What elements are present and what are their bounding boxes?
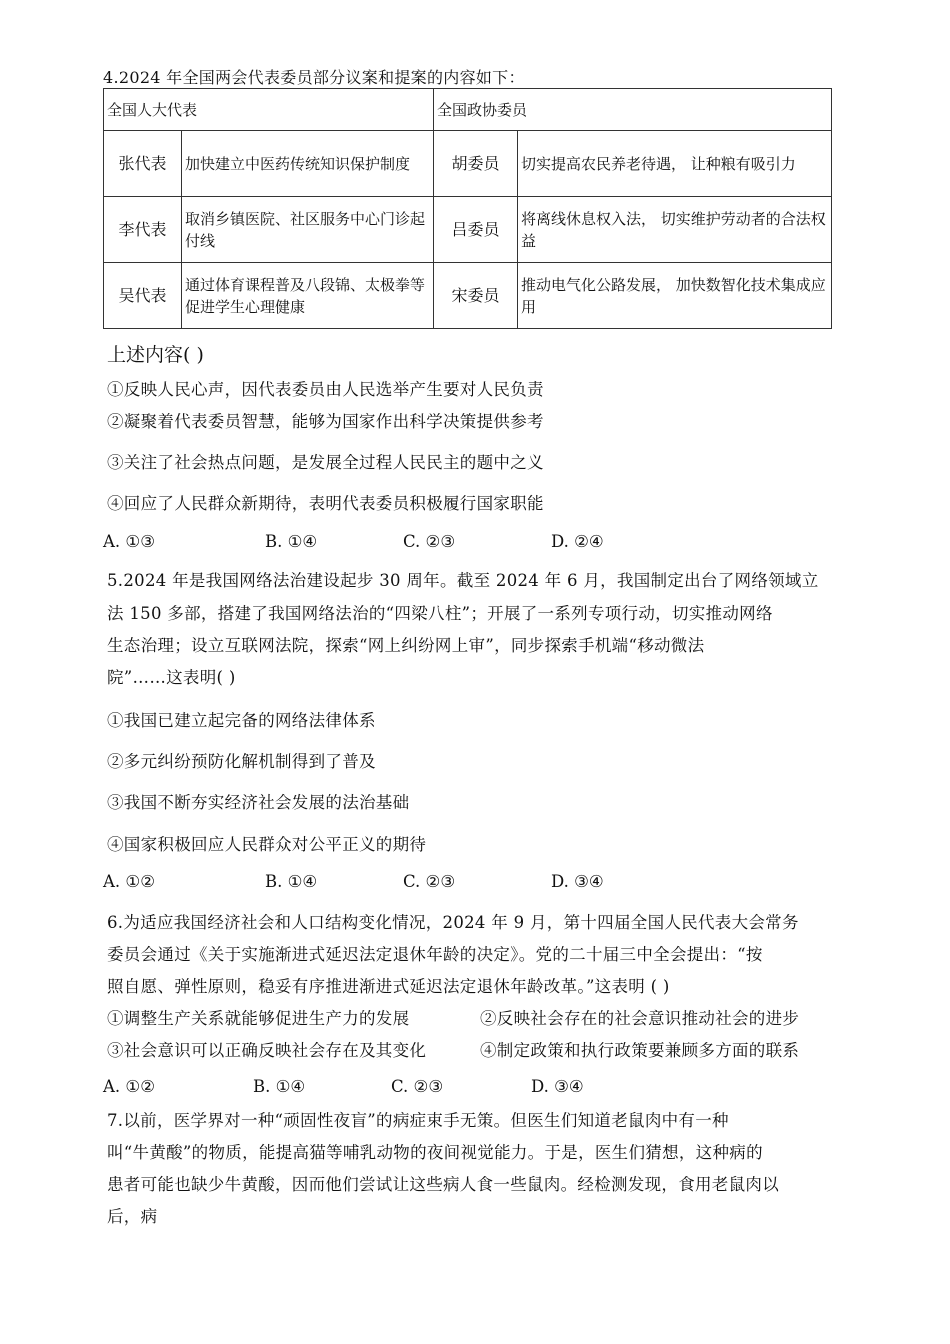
option-b[interactable]: B. ①④: [265, 872, 318, 891]
q4-statement-1: ①反映人民心声，因代表委员由人民选举产生要对人民负责: [107, 380, 544, 399]
q5-line-4: 院”……这表明( ): [107, 668, 236, 687]
member-proposal: 推动电气化公路发展， 加快数智化技术集成应用: [518, 263, 832, 329]
q4-statement-3: ③关注了社会热点问题，是发展全过程人民民主的题中之义: [107, 453, 544, 472]
q6-statement-3: ③社会意识可以正确反映社会存在及其变化: [107, 1041, 427, 1060]
q6-line-2: 委员会通过《关于实施渐进式延迟法定退休年龄的决定》。党的二十届三中全会提出：“按: [107, 945, 763, 964]
table-row: [104, 263, 832, 329]
q5-statement-3: ③我国不断夯实经济社会发展的法治基础: [107, 793, 410, 812]
q6-statement-1: ①调整生产关系就能够促进生产力的发展: [107, 1009, 410, 1028]
q4-statement-2: ②凝聚着代表委员智慧，能够为国家作出科学决策提供参考: [107, 412, 544, 431]
table-row: [104, 131, 832, 197]
q5-line-2: 法 150 多部，搭建了我国网络法治的“四梁八柱”；开展了一系列专项行动，切实推动网络: [107, 604, 773, 623]
q6-line-3: 照自愿、弹性原则，稳妥有序推进渐进式延迟法定退休年龄改革。”这表明 ( ): [107, 977, 670, 996]
q6-line-1: 6.为适应我国经济社会和人口结构变化情况，2024 年 9 月，第十四届全国人民代表大会常务: [107, 913, 799, 932]
option-b[interactable]: B. ①④: [265, 532, 318, 551]
table-row: [104, 197, 832, 263]
q6-statement-2: ②反映社会存在的社会意识推动社会的进步: [480, 1009, 800, 1028]
q7-line-2: 叫“牛黄酸”的物质，能提高猫等哺乳动物的夜间视觉能力。于是，医生们猜想，这种病的: [107, 1143, 763, 1162]
q7-line-3: 患者可能也缺少牛黄酸，因而他们尝试让这些病人食一些鼠肉。经检测发现，食用老鼠肉以: [107, 1175, 779, 1194]
proposals-table: [103, 88, 832, 329]
q7-line-4: 后，病: [107, 1207, 158, 1226]
q4-stem: 上述内容( ): [107, 344, 204, 366]
member-proposal: 切实提高农民养老待遇， 让种粮有吸引力: [518, 131, 832, 197]
q5-statement-4: ④国家积极回应人民群众对公平正义的期待: [107, 835, 427, 854]
q4-statement-4: ④回应了人民群众新期待，表明代表委员积极履行国家职能: [107, 494, 544, 513]
q4-options: [103, 530, 703, 554]
deputy-name: 李代表: [104, 197, 182, 263]
deputy-proposal: 通过体育课程普及八段锦、太极拳等促进学生心理健康: [182, 263, 434, 329]
option-a[interactable]: A. ①③: [103, 532, 155, 551]
option-d[interactable]: D. ③④: [531, 1077, 584, 1096]
q7-line-1: 7.以前，医学界对一种“顽固性夜盲”的病症束手无策。但医生们知道老鼠肉中有一种: [107, 1111, 729, 1130]
q4-intro: 4.2024 年全国两会代表委员部分议案和提案的内容如下：: [103, 68, 525, 87]
member-name: 宋委员: [434, 263, 518, 329]
option-a[interactable]: A. ①②: [103, 872, 155, 891]
option-c[interactable]: C. ②③: [403, 532, 456, 551]
header-cppcc-members: 全国政协委员: [434, 89, 832, 131]
q5-statement-1: ①我国已建立起完备的网络法律体系: [107, 711, 376, 730]
deputy-proposal: 加快建立中医药传统知识保护制度: [182, 131, 434, 197]
member-name: 吕委员: [434, 197, 518, 263]
option-c[interactable]: C. ②③: [391, 1077, 444, 1096]
q5-statement-2: ②多元纠纷预防化解机制得到了普及: [107, 752, 376, 771]
deputy-proposal: 取消乡镇医院、社区服务中心门诊起付线: [182, 197, 434, 263]
q5-options: [103, 870, 703, 894]
deputy-name: 吴代表: [104, 263, 182, 329]
header-npc-deputies: 全国人大代表: [104, 89, 434, 131]
option-c[interactable]: C. ②③: [403, 872, 456, 891]
deputy-name: 张代表: [104, 131, 182, 197]
member-name: 胡委员: [434, 131, 518, 197]
option-a[interactable]: A. ①②: [103, 1077, 155, 1096]
option-d[interactable]: D. ③④: [551, 872, 604, 891]
member-proposal: 将离线休息权入法， 切实维护劳动者的合法权益: [518, 197, 832, 263]
q6-options: [103, 1075, 703, 1099]
option-d[interactable]: D. ②④: [551, 532, 604, 551]
q5-line-1: 5.2024 年是我国网络法治建设起步 30 周年。截至 2024 年 6 月，我国制定出台了网络领域立: [107, 571, 819, 590]
option-b[interactable]: B. ①④: [253, 1077, 306, 1096]
q5-line-3: 生态治理；设立互联网法院，探索“网上纠纷网上审”，同步探索手机端“移动微法: [107, 636, 705, 655]
q6-statement-4: ④制定政策和执行政策要兼顾多方面的联系: [480, 1041, 800, 1060]
